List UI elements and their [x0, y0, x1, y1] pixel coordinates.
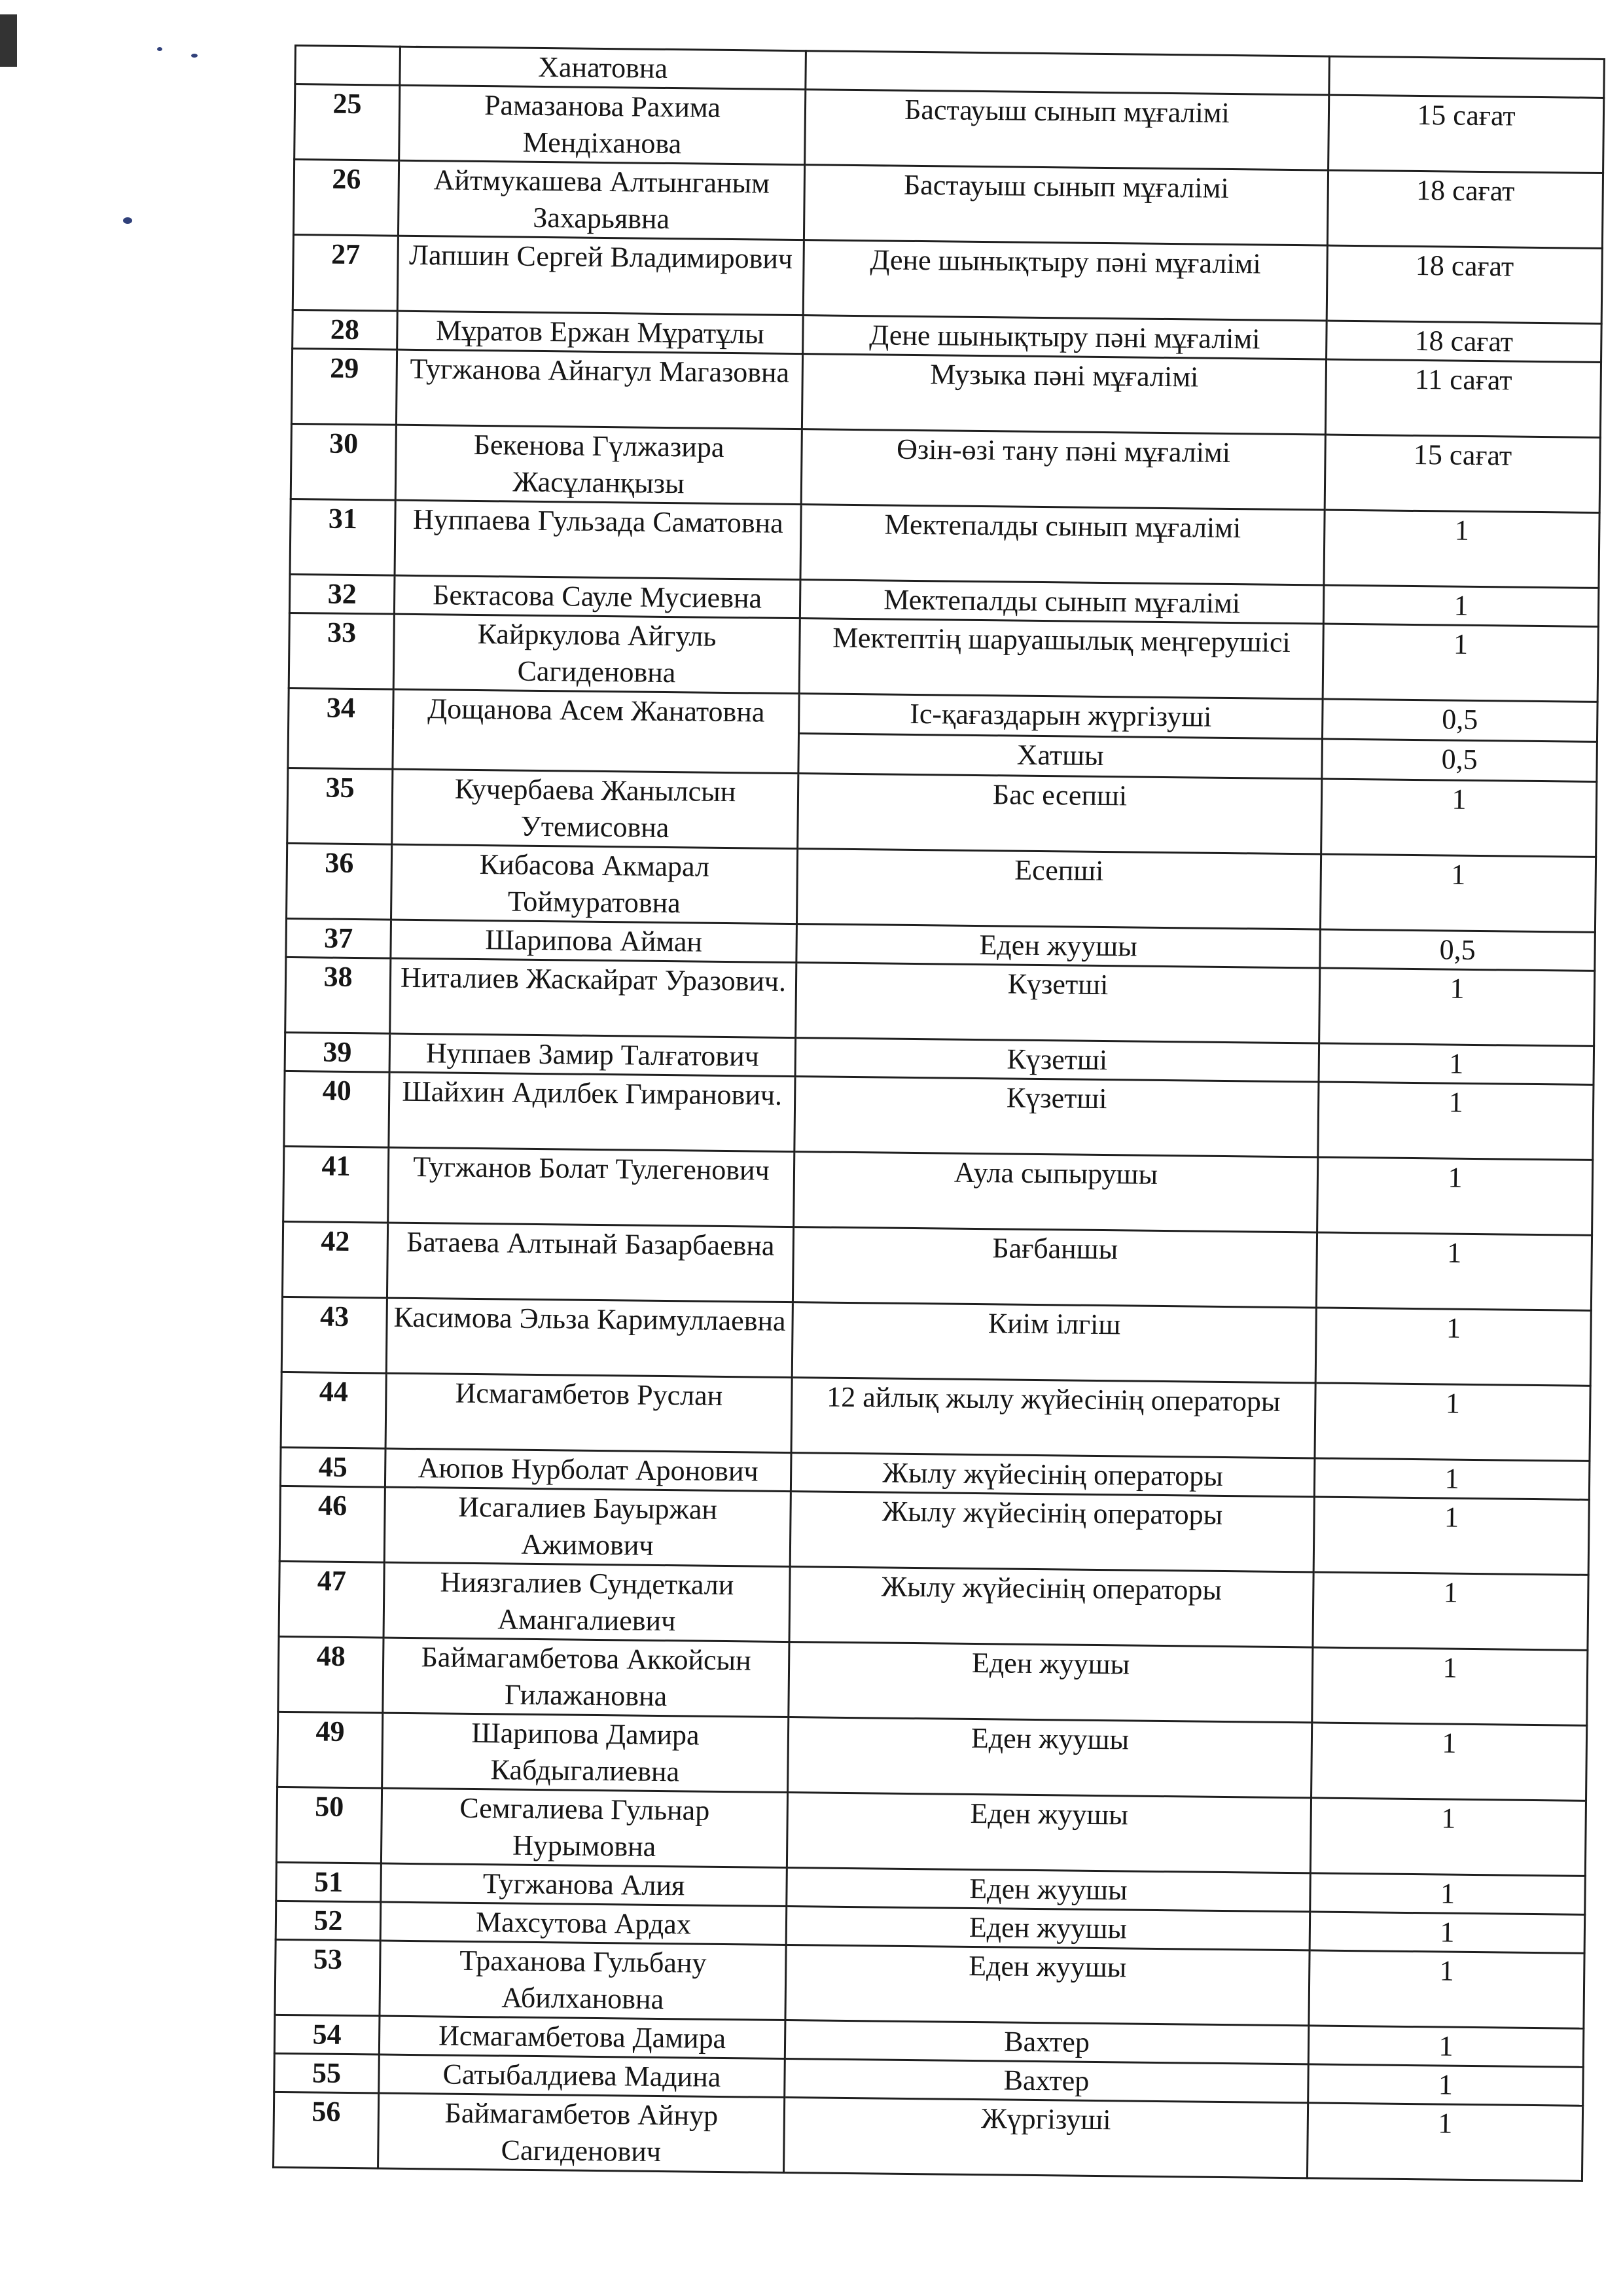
position-title: Еден жуушы	[787, 1793, 1311, 1873]
row-number: 45	[280, 1447, 385, 1487]
workload-value: 1	[1316, 1232, 1592, 1310]
position-title	[806, 51, 1330, 95]
employee-name: Тугжанова Айнагул Магазовна	[396, 350, 802, 429]
employee-name: Траханова Гульбану Абилхановна	[380, 1941, 786, 2020]
employee-name: Исмагамбетова Дамира	[379, 2016, 785, 2058]
employee-name: Кибасова Акмарал Тоймуратовна	[391, 844, 798, 924]
table-row	[293, 160, 1603, 249]
ink-dot	[157, 47, 162, 51]
table-row	[278, 1636, 1588, 1725]
employee-name: Шарипова Дамира Кабдыгалиевна	[382, 1713, 789, 1792]
workload-value	[1329, 56, 1605, 98]
row-number: 49	[277, 1712, 383, 1788]
table-row	[289, 613, 1598, 702]
employee-name: Семгалиева Гульнар Нурымовна	[381, 1788, 787, 1867]
employee-name: Нуппаева Гульзада Саматовна	[395, 500, 801, 579]
row-number: 51	[276, 1862, 382, 1902]
employee-name: Тугжанов Болат Тулегенович	[388, 1147, 794, 1227]
position-title: Жылу жүйесінің операторы	[789, 1567, 1313, 1647]
workload-value: 1	[1318, 1082, 1594, 1160]
row-number: 47	[279, 1561, 384, 1638]
employee-name: Кучербаева Жанылсын Утемисовна	[392, 769, 798, 848]
position-title: Еден жуушы	[785, 1945, 1310, 2026]
row-number	[295, 46, 401, 86]
table-row	[293, 234, 1602, 323]
employee-name: Бекенова Гүлжазира Жасұланқызы	[395, 425, 802, 504]
position-title: Мектептің шаруашылық меңгерушісі	[799, 619, 1323, 699]
table-row	[290, 499, 1599, 588]
row-number: 48	[278, 1636, 383, 1713]
position-title: Іс-қағаздарын жүргізуші	[799, 694, 1323, 739]
position-title: Киім ілгіш	[792, 1302, 1316, 1383]
row-number: 52	[276, 1901, 381, 1941]
position-title: Еден жуушы	[787, 1868, 1311, 1912]
workload-value: 1	[1321, 779, 1597, 857]
position-title: Еден жуушы	[789, 1642, 1313, 1723]
table-row	[281, 1297, 1591, 1386]
workload-value: 15 сағат	[1329, 95, 1604, 173]
workload-value: 0,5	[1322, 739, 1597, 781]
employee-name: Ниязгалиев Сундеткали Амангалиевич	[383, 1562, 790, 1641]
row-number: 54	[274, 2015, 380, 2054]
table-row	[274, 2092, 1583, 2181]
employee-name: Тугжанова Алия	[381, 1863, 787, 1906]
workload-value: 1	[1314, 1458, 1590, 1499]
table-row	[281, 1372, 1590, 1461]
table-row	[294, 84, 1604, 173]
employee-name: Кайркулова Айгуль Сагиденовна	[393, 614, 800, 693]
workload-value: 1	[1313, 1572, 1588, 1650]
table-row	[284, 1071, 1594, 1160]
row-number: 37	[286, 918, 391, 958]
position-title: Күзетші	[796, 963, 1320, 1043]
workload-value: 1	[1320, 854, 1596, 932]
employee-name: Баймагамбетов Айнур Сагиденович	[378, 2093, 785, 2172]
position-title: Жылу жүйесінің операторы	[790, 1492, 1314, 1572]
ink-dot	[123, 217, 132, 224]
employee-name: Дощанова Асем Жанатовна	[393, 689, 799, 773]
employee-name: Батаева Алтынай Базарбаевна	[387, 1223, 793, 1302]
position-title: Бас есепші	[798, 774, 1322, 854]
position-title: Аула сыпырушы	[794, 1152, 1318, 1232]
table-row	[279, 1561, 1588, 1650]
row-number: 42	[282, 1221, 387, 1298]
table-row	[276, 1787, 1586, 1876]
row-number: 34	[288, 688, 393, 769]
workload-value: 1	[1307, 2103, 1582, 2181]
position-title: Бастауыш сынып мұғалімі	[804, 165, 1328, 245]
row-number: 32	[289, 574, 395, 614]
employee-name: Нуппаев Замир Талғатович	[389, 1033, 796, 1076]
workload-value: 0,5	[1320, 929, 1596, 971]
table-row	[291, 423, 1600, 512]
row-number: 39	[285, 1032, 390, 1072]
table-row	[291, 348, 1601, 437]
position-title: Күзетші	[794, 1077, 1319, 1157]
employee-name: Баймагамбетова Аккойсын Гилажановна	[383, 1638, 789, 1717]
workload-value: 1	[1311, 1723, 1587, 1801]
workload-value: 1	[1308, 2026, 1584, 2067]
row-number: 41	[283, 1146, 389, 1223]
position-title: Жүргізуші	[783, 2098, 1308, 2178]
workload-value: 18 сағат	[1327, 170, 1603, 248]
row-number: 43	[281, 1297, 387, 1373]
position-title: Мектепалды сынып мұғалімі	[800, 505, 1325, 585]
table-row	[285, 957, 1595, 1046]
table-row	[287, 768, 1597, 857]
workload-value: 1	[1308, 2064, 1584, 2106]
row-number: 30	[291, 423, 396, 500]
workload-value: 11 сағат	[1325, 359, 1601, 437]
employee-name: Исагалиев Бауыржан Ажимович	[384, 1487, 791, 1566]
row-number: 40	[284, 1071, 389, 1147]
employee-name: Сатыбалдиева Мадина	[379, 2054, 785, 2097]
row-number: 38	[285, 957, 391, 1033]
workload-value: 1	[1315, 1383, 1590, 1461]
position-title: Жылу жүйесінің операторы	[791, 1453, 1315, 1497]
workload-value: 18 сағат	[1327, 245, 1602, 323]
position-title: Еден жуушы	[796, 924, 1321, 968]
row-number: 46	[279, 1486, 385, 1562]
position-title: Музыка пәні мұғалімі	[802, 354, 1326, 435]
workload-value: 1	[1324, 510, 1599, 588]
employee-name: Шайхин Адилбек Гимранович.	[389, 1072, 795, 1151]
position-title: Бастауыш сынып мұғалімі	[805, 90, 1329, 170]
position-title: Дене шынықтыру пәні мұғалімі	[803, 240, 1327, 321]
employee-name: Махсутова Ардах	[380, 1902, 787, 1945]
employee-name: Рамазанова Рахима Мендіханова	[399, 85, 806, 164]
row-number: 27	[293, 234, 398, 311]
scan-edge-top-left	[0, 14, 17, 67]
workload-value: 1	[1323, 624, 1598, 702]
staff-table	[272, 45, 1605, 2182]
workload-value: 1	[1319, 968, 1595, 1046]
employee-name: Лапшин Сергей Владимирович	[397, 236, 804, 315]
workload-value: 0,5	[1322, 699, 1597, 742]
workload-value: 1	[1310, 1912, 1585, 1953]
workload-value: 1	[1319, 1043, 1594, 1085]
employee-name: Бектасова Сауле Мусиевна	[394, 575, 800, 618]
position-title: Өзін-өзі тану пәні мұғалімі	[801, 429, 1325, 510]
table-row	[282, 1221, 1592, 1310]
employee-name: Ханатовна	[400, 46, 806, 89]
row-number: 55	[274, 2053, 380, 2093]
row-number: 31	[290, 499, 395, 575]
position-title: Еден жуушы	[788, 1717, 1312, 1798]
row-number: 28	[293, 310, 398, 350]
workload-value: 1	[1313, 1497, 1589, 1575]
employee-name: Исмагамбетов Руслан	[385, 1373, 792, 1452]
workload-value: 1	[1310, 1873, 1586, 1914]
row-number: 29	[291, 348, 397, 425]
position-title: Дене шынықтыру пәні мұғалімі	[803, 315, 1327, 359]
table-row	[283, 1146, 1593, 1235]
employee-name: Айтмукашева Алтынганым Захарьявна	[398, 160, 804, 240]
employee-name: Мұратов Ержан Мұратұлы	[397, 311, 804, 353]
row-number: 44	[281, 1372, 386, 1448]
row-number: 33	[289, 613, 394, 689]
position-title: Еден жуушы	[786, 1907, 1310, 1950]
workload-value: 1	[1315, 1308, 1591, 1386]
position-title: Есепші	[796, 849, 1321, 929]
position-title: Вахтер	[785, 2020, 1309, 2064]
ink-dot	[191, 54, 198, 58]
position-title: Хатшы	[798, 734, 1323, 779]
table-row	[275, 1939, 1584, 2028]
row-number: 36	[287, 843, 392, 920]
position-title: Мектепалды сынып мұғалімі	[800, 580, 1324, 624]
staff-table-body	[274, 46, 1605, 2181]
table-row	[279, 1486, 1589, 1575]
table-row	[277, 1712, 1587, 1801]
row-number: 56	[274, 2092, 379, 2168]
position-title: 12 айлық жылу жүйесінің операторы	[791, 1378, 1315, 1458]
employee-name: Ниталиев Жаскайрат Уразович.	[390, 958, 796, 1037]
employee-name: Шарипова Айман	[391, 920, 797, 962]
position-title: Вахтер	[785, 2059, 1309, 2103]
position-title: Күзетші	[795, 1038, 1319, 1082]
workload-value: 1	[1309, 1950, 1584, 2028]
workload-value: 15 сағат	[1325, 435, 1600, 512]
row-number: 26	[293, 160, 399, 236]
position-title: Бағбаншы	[793, 1227, 1317, 1308]
row-number: 53	[275, 1939, 380, 2016]
workload-value: 1	[1317, 1157, 1593, 1235]
workload-value: 1	[1323, 585, 1599, 626]
row-number: 35	[287, 768, 393, 844]
workload-value: 1	[1310, 1798, 1586, 1876]
employee-name: Аюпов Нурболат Аронович	[385, 1448, 791, 1491]
employee-name: Касимова Эльза Каримуллаевна	[386, 1298, 793, 1377]
workload-value: 18 сағат	[1327, 321, 1602, 362]
row-number: 50	[276, 1787, 382, 1863]
row-number: 25	[294, 84, 400, 161]
table-row	[287, 843, 1596, 932]
workload-value: 1	[1312, 1647, 1588, 1725]
